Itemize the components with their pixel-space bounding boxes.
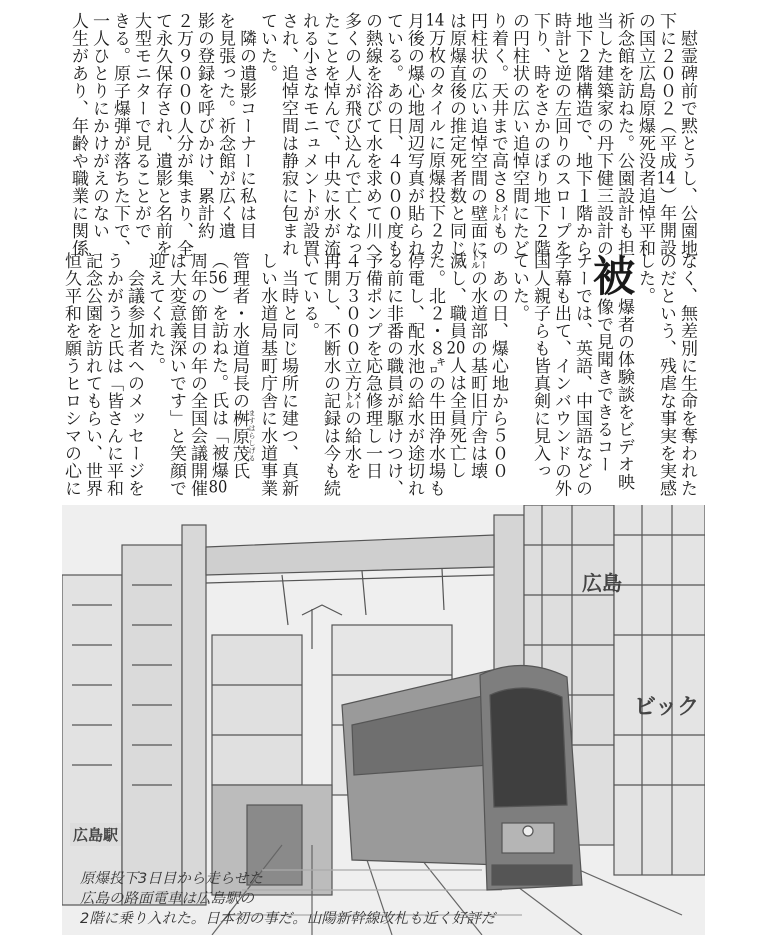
- text-column: 当した建築家の丹下健三設計の: [593, 12, 613, 257]
- caption-line-3: 2階に乗り入れた。日本初の事だ。山陽新幹線改札も近く好評だ: [80, 911, 496, 927]
- text-column: 字幕も出て、インバウンドの外: [551, 252, 571, 497]
- text-column: のだという、残虐な事実を実感: [656, 252, 676, 497]
- text-column: 滅し、職員20人は全員死亡し: [446, 252, 466, 479]
- text-column: いている。: [299, 252, 319, 340]
- text-column: ていた。: [509, 252, 529, 322]
- text-column: 慰霊碑前で黙とうし、公園地: [677, 12, 697, 257]
- text-column: 当時と同じ場所に建つ、真新: [278, 252, 298, 497]
- text-column: 会議参加者へのメッセージを: [124, 252, 144, 497]
- text-column: 14万枚のタイルに原爆投下２カ: [425, 12, 445, 257]
- text-column: 恒久平和を願うヒロシマの心に: [61, 252, 81, 497]
- text-column: （56）を訪ねた。氏は「被爆80: [208, 252, 228, 496]
- text-column: る前に非番の職員が駆けつけ、: [383, 252, 403, 497]
- text-column: しい水道局基町庁舎に水道事業: [257, 252, 277, 497]
- text-column: なく、無差別に生命を奪われた: [677, 252, 697, 497]
- text-column: うかがうと氏は「皆さんに平和: [103, 252, 123, 497]
- text-column: 祈念館を訪ねた。公園設計も担: [614, 12, 634, 257]
- text-column: ㍍の水道部の基町旧庁舎は壊: [467, 252, 487, 480]
- name-ruby: 桝原茂 ますはらしげる: [229, 409, 256, 462]
- text-column: 管理者・水道局長の桝原茂 ますはらしげる氏: [229, 252, 256, 480]
- text-column: 月後の爆心地周辺写真が貼られ: [404, 12, 424, 257]
- caption-line-2: 広島の路面電車は広島駅の: [80, 891, 254, 907]
- text-column: は原爆直後の推定死者数と同じ: [446, 12, 466, 257]
- text-column: の国立広島原爆死没者追悼平和: [635, 12, 655, 257]
- text-column: 像で見聞きできるコー: [593, 298, 613, 473]
- text-column: たことを悼んで、中央に水が流: [320, 12, 340, 257]
- sign-hiroshima-station: 広島駅: [70, 823, 121, 846]
- text-column: 人生があり、年齢や職業に関係: [68, 12, 88, 257]
- text-column: 国人親子らも皆真剣に見入っ: [530, 252, 550, 480]
- text-column: て永久保存され、遺影と名前を: [152, 12, 172, 257]
- text-column: した。: [635, 252, 655, 305]
- text-column: ナーでは、英語、中国語などの: [572, 252, 592, 497]
- text-column: 迎えてくれた。: [145, 252, 165, 375]
- text-column: ４万３０００立方㍍の給水を: [341, 252, 361, 480]
- text-column: を見張った。祈念館が広く遺: [215, 12, 235, 240]
- caption-line-1: 原爆投下3日目から走らせた: [80, 871, 263, 887]
- text-column: 停電し、配水池の給水が途切れ: [404, 252, 424, 497]
- sign-hiroshima: 広島: [582, 571, 622, 595]
- drop-cap: 被: [592, 252, 635, 301]
- text-column: た。北２・８㌔の牛田浄水場も: [425, 252, 445, 497]
- text-column: の円柱状の広い追悼空間にたど: [509, 12, 529, 257]
- text-column: 地下２階構造で、地下１階から: [572, 12, 592, 257]
- text-column: 円柱状の広い追悼空間の壁面に: [467, 12, 487, 257]
- text-column: され、追悼空間は静寂に包まれ: [278, 12, 298, 257]
- text-column: 記念公園を訪れてもらい、世界: [82, 252, 102, 497]
- sign-bic: ビック: [634, 695, 700, 720]
- text-column: ２万９０００人分が集まり、全: [173, 12, 193, 257]
- text-column: 爆者の体験談をビデオ映: [614, 298, 634, 491]
- article-upper-tier: [60, 12, 697, 257]
- text-column: 予備ポンプを応急修理し一日: [362, 252, 382, 480]
- text-column: ていた。: [257, 12, 277, 82]
- text-column: 隣の遺影コーナーに私は目: [236, 12, 256, 240]
- text-column: 大型モニターで見ることがで: [131, 12, 151, 240]
- text-column: 下り、時をさかのぼり地下２階: [530, 12, 550, 257]
- text-column: 一人ひとりにかけがえのない: [89, 12, 109, 240]
- text-column: あの日、爆心地から５００: [488, 252, 508, 480]
- text-column: れる小さなモニュメントが設置: [299, 12, 319, 257]
- text-column: は大変意義深いです」と笑顔で: [166, 252, 186, 497]
- text-column: 周年の節目の年の全国会議開催: [187, 252, 207, 497]
- text-column: 多くの人が飛び込んで亡くなっ: [341, 12, 361, 257]
- text-column: 再開し、不断水の記録は今も続: [320, 252, 340, 497]
- text-column: ている。あの日、４０００度も: [383, 12, 403, 257]
- tram-sketch-illustration: [62, 505, 705, 935]
- text-column: 時計と逆の左回りのスロープを: [551, 12, 571, 257]
- text-column: きる。原子爆弾が落ちた下で、: [110, 12, 130, 257]
- text-column: り着く。天井まで高さ８㍍もの: [488, 12, 508, 257]
- text-column: 下に２００２（平成14）年開設: [656, 12, 676, 257]
- text-column: 影の登録を呼びかけ、累計約: [194, 12, 214, 240]
- text-column: の熱線を浴びて水を求めて川へ: [362, 12, 382, 257]
